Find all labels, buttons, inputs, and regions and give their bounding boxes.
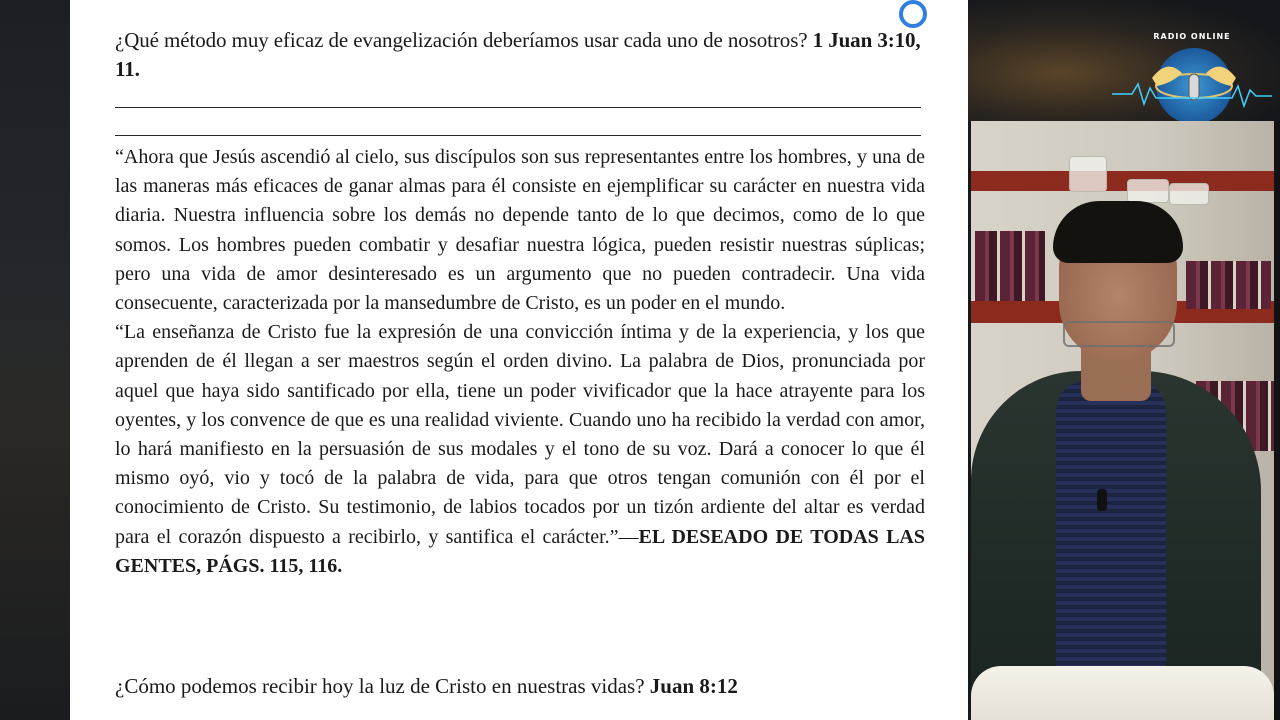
document-page (70, 0, 968, 720)
radio-logo (1112, 28, 1272, 122)
container (1169, 183, 1209, 205)
books (1186, 261, 1271, 309)
jar (1069, 156, 1107, 192)
question-1 (115, 26, 927, 84)
quote-paragraph-1: “Ahora que Jesús ascendió al cielo, sus discípulos son sus representantes entre los hombres, y una de las maneras más eficaces de ganar almas para él consiste en ejemplificar su carácter en nuestra vida diaria. Nuestra influencia sobre los demás no depende tanto de lo que decimos, como de lo que somos. Los hombres pueden combatir y desafiar nuestra lógica, pueden resistir nuestras súplicas; pero una vida de amor desinteresado es un argumento que no pueden contradecir. Una vida consecuente, caracterizada por la mansedumbre de Cristo, es un poder en el mundo. (115, 146, 925, 315)
quote-paragraph-2-text: “La enseñanza de Cristo fue la expresión de una convicción íntima y de la experiencia, y los que aprenden de él llegan a ser maestros según el orden divino. La palabra de Dios, pronunciada por aquel que haya sido santificado por ella, tiene un poder vivificador que la hace atrayente para los oyentes, y los convence de que es una realidad viviente. Cuando uno ha recibido la verdad con amor, lo hará manifiesto en la persuasión de sus modales y el tono de su voz. Dará a conocer lo que él mismo oyó, vio y tocó de la palabra de vida, para que otros tengan comunión con él por el conocimiento de Cristo. Su testimonio, de labios tocados por un tizón ardiente del altar es verdad para el corazón dispuesto a recibirlo, y santifica el carácter.”— (115, 321, 925, 548)
microphone-icon (1097, 489, 1107, 511)
answer-line-2 (115, 135, 921, 136)
answer-line-1 (115, 107, 921, 108)
frame-edge (1274, 121, 1280, 720)
books (975, 231, 1045, 301)
question-1-text: ¿Qué método muy eficaz de evangelización deberíamos usar cada uno de nosotros? (115, 28, 813, 52)
logo-text: RADIO ONLINE (1153, 32, 1231, 41)
quote-paragraph-2 (115, 318, 925, 581)
person-hair (1053, 201, 1183, 263)
shelf (971, 171, 1274, 191)
globe-logo-icon (1112, 28, 1272, 122)
person-scarf (1056, 381, 1166, 681)
container (1127, 179, 1169, 203)
question-1-reference: 1 Juan 3:10, 11. (115, 28, 921, 81)
question-2 (115, 672, 927, 701)
glasses (1063, 321, 1175, 347)
question-2-reference: Juan 8:12 (649, 674, 738, 698)
question-2-text: ¿Cómo podemos recibir hoy la luz de Cristo en nuestras vidas? (115, 674, 650, 698)
left-background (0, 0, 70, 720)
cursor-ring-icon (899, 0, 927, 28)
quote-source: EL DESEADO DE TODAS LAS GENTES, PÁGS. 115, 116. (115, 525, 926, 577)
webcam-feed (971, 121, 1274, 720)
quote-block (115, 143, 925, 581)
open-book (971, 666, 1274, 720)
